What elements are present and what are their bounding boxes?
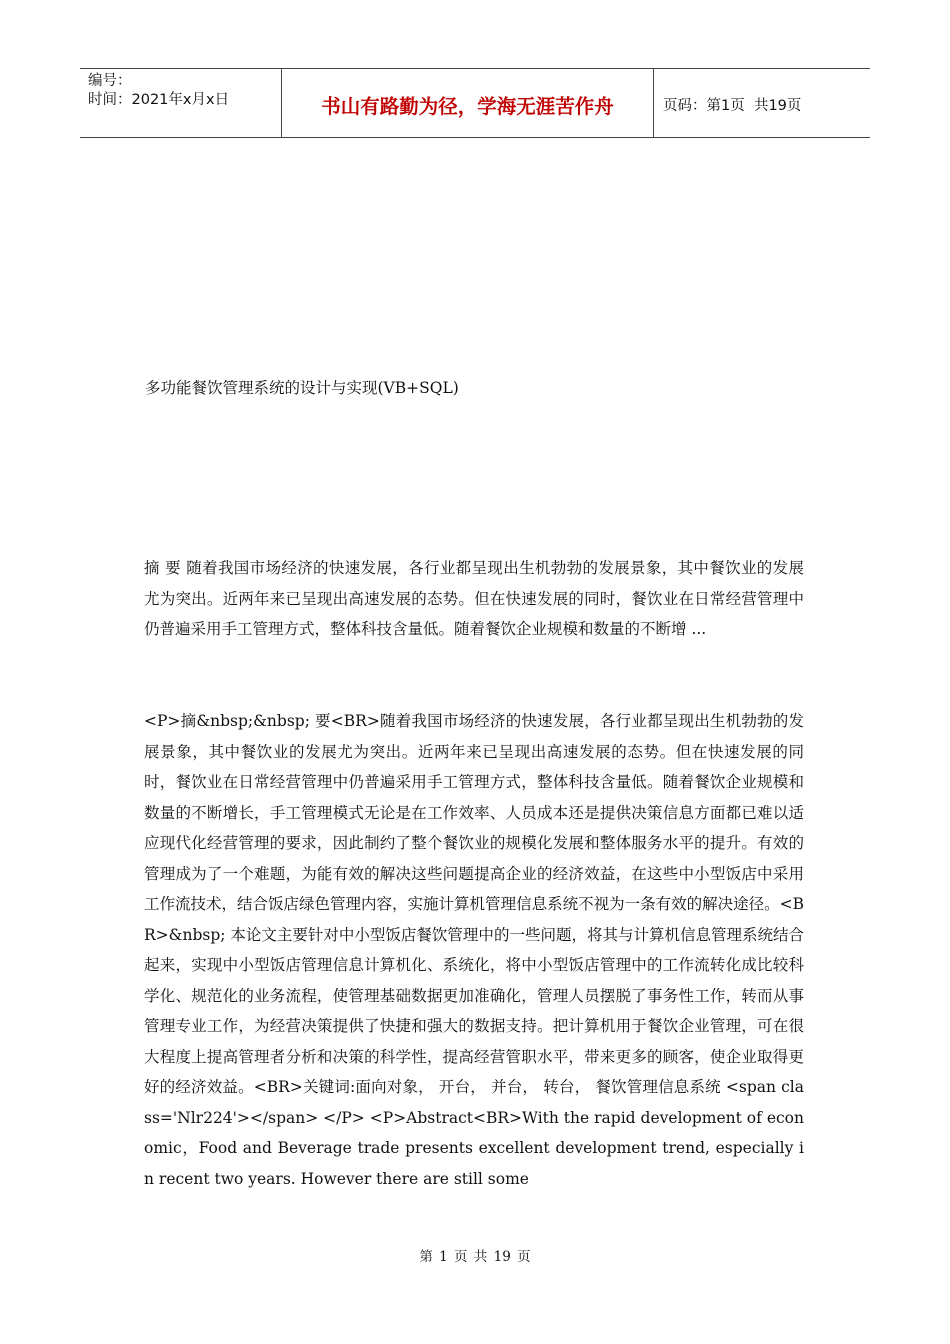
page-header <box>80 68 870 138</box>
page-footer: 第 1 页 共 19 页 <box>419 1249 531 1265</box>
header-page-info <box>654 69 870 137</box>
document-body: <P>摘&nbsp;&nbsp; 要<BR>随着我国市场经济的快速发展，各行业都呈现出生机勃勃的发展景象，其中餐饮业的发展尤为突出。近两年来已呈现出高速发展的态势。但在快速发展的同时，餐饮业在日常经营管理中仍普遍采用手工管理方式，整体科技含量低。随着餐饮企业规模和数量的不断增长，手工管理模式无论是在工作效率、人员成本还是提供决策信息方面都已难以适应现代化经营管理的要求，因此制约了整个餐饮业的规模化发展和整体服务水平的提升。有效的管理成为了一个难题，为能有效的解决这些问题提高企业的经济效益，在这些中小型饭店中采用工作流技术，结合饭店绿色管理内容，实施计算机管理信息系统不视为一条有效的解决途径。<BR>&nbsp; 本论文主要针对中小型饭店餐饮管理中的一些问题，将其与计算机信息管理系统结合起来，实现中小型饭店管理信息计算机化、系统化，将中小型饭店管理中的工作流转化成比较科学化、规范化的业务流程，使管理基础数据更加准确化，管理人员摆脱了事务性工作，转而从事管理专业工作，为经营决策提供了快捷和强大的数据支持。把计算机用于餐饮企业管理，可在很大程度上提高管理者分析和决策的科学性，提高经营管职水平，带来更多的顾客，使企业取得更好的经济效益。<BR>关键词:面向对象， 开台， 并台， 转台， 餐饮管理信息系统 <span class='Nlr224'></span> </P> <P>Abstract<BR>With the rapid development of economic，Food and Beverage trade presents excellent development trend, especially in recent two years. However there are still some <box>144 712 804 1188</box>
motto-text: 书山有路勤为径，学海无涯苦作舟 <box>321 95 614 118</box>
document-date-label: 时间：2021年x月x日 <box>88 92 230 108</box>
page-info-text: 页码：第1页 共19页 <box>663 97 802 114</box>
abstract-preview: 摘 要 随着我国市场经济的快速发展，各行业都呈现出生机勃勃的发展景象，其中餐饮业的发展尤为突出。近两年来已呈现出高速发展的态势。但在快速发展的同时，餐饮业在日常经营管理中仍普遍采用手工管理方式，整体科技含量低。随着餐饮企业规模和数量的不断增 ... <box>144 559 804 638</box>
header-motto <box>282 69 654 137</box>
document-number-label: 编号： <box>88 73 132 89</box>
header-meta <box>80 69 282 137</box>
document-title: 多功能餐饮管理系统的设计与实现(VB+SQL) <box>145 379 459 397</box>
